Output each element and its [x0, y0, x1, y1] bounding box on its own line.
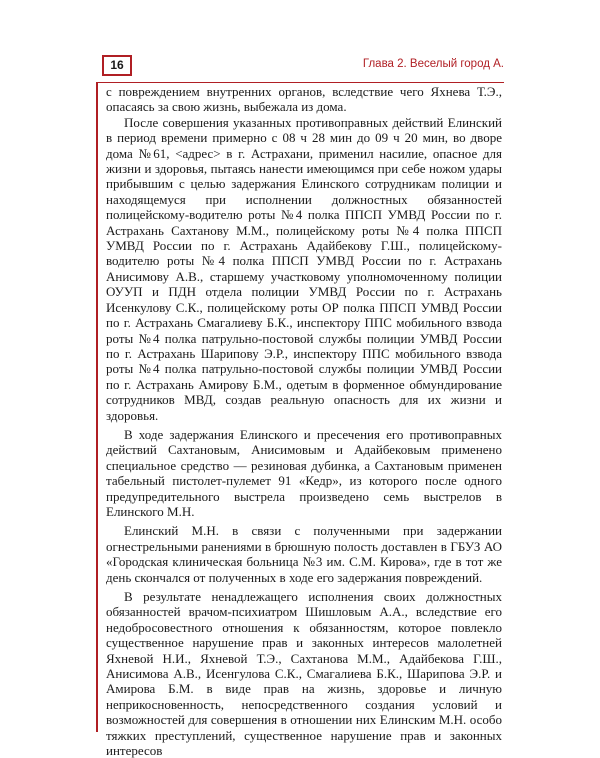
paragraph: В ходе задержания Елинского и пресечения его противоправных действий Сахтановым, Анисимовым и Адайбековым применено специальное средство — резиновая дубинка, а Сахтановым применен табельный пистолет-пулемет 91 «Кедр», из которого после одного предупредительного выстрела произведено семь выстрелов в Елинского М.Н.: [106, 426, 502, 519]
paragraph: После совершения указанных противоправных действий Елинский в период времени примерно с 08 ч 28 мин до 09 ч 20 мин, во дворе дома №61, <адрес> в г. Астрахани, применил насилие, опасное для жизни и здоровья, пытаясь нанести имеющимся при себе ножом удары прибывшим с целью задержания Елинского сотрудникам полиции и находящемуся при исполнении должностных обязанностей полицейскому-водителю роты №4 полка ППСП УМВД России по г. Астрахань Сахтанову М.М., полицейскому роты №4 полка ППСП УМВД России по г. Астрахань Адайбекову Г.Ш., полицейскому-водителю роты №4 полка ППСП УМВД России по г. Астрахань Анисимову А.В., старшему участковому уполномоченному полиции ОУУП и ПДН отдела полиции УМВД России по г. Астрахань Исенкулову С.К., полицейскому роты ОР полка ППСП УМВД России по г. Астрахань Смагалиеву Б.К., инспектору ППС мобильного взвода роты №4 полка патрульно-постовой службы полиции УМВД России по г. Астрахань Шарипову Э.Р., инспектору ППС мобильного взвода роты №4 полка патрульно-постовой службы полиции УМВД России по г. Астрахань Амирову Б.М., одетым в форменное обмундирование сотрудников МВД, создав реальную опасность для их жизни и здоровья.: [106, 114, 502, 423]
page-number: 16: [102, 55, 132, 76]
paragraph: с повреждением внутренних органов, вследствие чего Яхнева Т.Э., опасаясь за свою жизнь, выбежала из дома.: [106, 84, 502, 115]
margin-rule: [96, 82, 98, 732]
body-text: [106, 84, 502, 758]
header-rule: [96, 82, 504, 83]
chapter-title: Глава 2. Веселый город А.: [362, 58, 504, 70]
paragraph: Елинский М.Н. в связи с полученными при задержании огнестрельными ранениями в брюшную полость доставлен в ГБУЗ АО «Городская клиническая больница №3 им. С.М. Кирова», где в тот же день скончался от полученных в ходе его задержания повреждений.: [106, 523, 502, 585]
paragraph: В результате ненадлежащего исполнения своих должностных обязанностей врачом-психиатром Шишловым А.А., вследствие его недобросовестного отношения к обязанностям, которое повлекло существенное нарушение прав и законных интересов малолетней Яхневой Н.И., Яхневой Т.Э., Сахтанова М.М., Адайбекова Г.Ш., Анисимова А.В., Исенгулова С.К., Смагалиева Б.К., Шарипова Э.Р. и Амирова Б.М. в виде прав на жизнь, здоровье и личную неприкосновенность, непосредственного создания условий и возможностей для совершения в отношении них Елинским М.Н. особо тяжких преступлений, существенное нарушение прав и законных интересов: [106, 589, 502, 758]
